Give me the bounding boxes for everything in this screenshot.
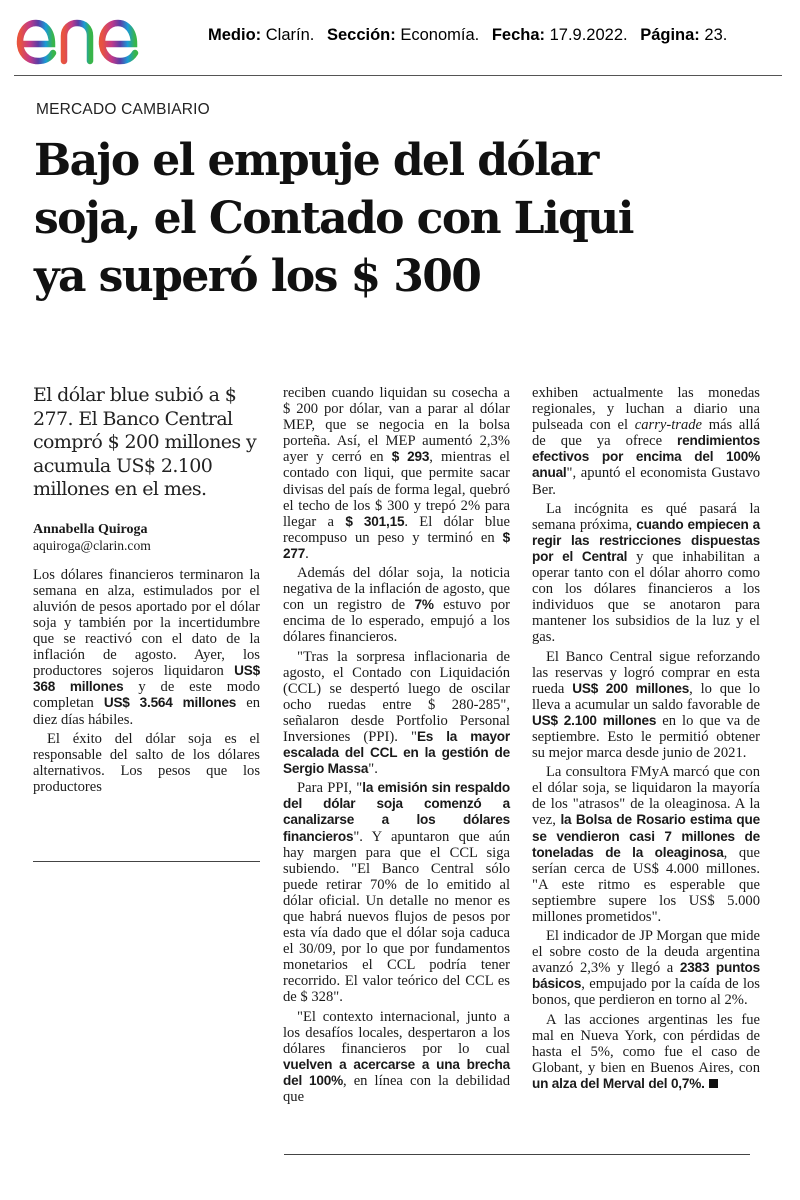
headline-line: ya superó los $ 300 [34,251,481,302]
press-clipping-metadata [208,26,727,45]
seccion-value: Economía. [400,26,480,44]
author-name: Annabella Quiroga [33,521,148,537]
header-divider [14,75,782,76]
body-paragraph: El éxito del dólar soja es el responsable del salto de los dólares alternativos. Los pesos que los productores [33,730,260,795]
body-paragraph: "El contexto internacional, junto a los desafíos locales, despertaron a los dólares financieros por lo cual vuelven a acercarse a una brecha del 100%, en línea con la debilidad que [283,1008,510,1106]
body-paragraph: "Tras la sorpresa inflacionaria de agosto, el Contado con Liquidación (CCL) se despertó luego de oscilar ocho ruedas entre $ 280-285", señalaron desde Portfolio Personal Inversiones (PPI). "Es la mayor escalada del CCL en la gestión de Sergio Massa". [283,648,510,778]
article-column-1 [33,384,260,798]
author-email: aquiroga@clarin.com [33,537,151,553]
body-paragraph: Además del dólar soja, la noticia negativa de la inflación de agosto, que con un registro de 7% estuvo por encima de lo esperado, empujó a los dólares financieros. [283,565,510,646]
body-paragraph: Los dólares financieros terminaron la semana en alza, estimulados por el aluvión de pesos aportado por el dólar soja y también por la incertidumbre que se reactivó con el dato de la inflación de agosto. Ayer, los productores sojeros liquidaron US$ 368 millones y de este modo completan US$ 3.564 millones en diez días hábiles. [33,566,260,728]
medio-label: Medio: [208,26,262,44]
seccion-label: Sección: [326,26,396,44]
fecha-label: Fecha: [491,26,545,44]
article-column-2 [283,385,510,1108]
pagina-label: Página: [640,26,700,44]
body-paragraph: A las acciones argentinas les fue mal en Nueva York, con pérdidas de hasta el 5%, como fue el caso de Globant, y bien en Buenos Aires, con un alza del Merval del 0,7%. [532,1011,760,1091]
article-headline [34,132,754,306]
body-paragraph: Para PPI, "la emisión sin respaldo del dólar soja comenzó a canalizarse a los dólares financieros". Y apuntaron que aún hay margen para que el CCL siga subiendo. "El Banco Central sólo puede retirar 70% de lo emitido al dólar oficial. Un detalle no menor es que habrá nuevos flujos de pesos por esta vía dado que el dólar soja caduca el 30/09, por lo que por fundamentos monetarios el CCL podría tener recorrido. El valor teórico del CCL es de $ 328". [283,780,510,1006]
footer-divider [284,1154,750,1155]
pagina-value: 23. [704,26,728,44]
fecha-value: 17.9.2022. [549,26,628,44]
headline-line: Bajo el empuje del dólar [34,135,598,186]
body-paragraph: El indicador de JP Morgan que mide el sobre costo de la deuda argentina avanzó 2,3% y llegó a 2383 puntos básicos, empujado por la caída de los bonos, que perdieron en torno al 2%. [532,928,761,1009]
body-paragraph: exhiben actualmente las monedas regionales, y luchan a diario una pulseada con el carry-trade más allá de que ya ofrece rendimientos efectivos por encima del 100% anual", apuntó el economista Gustavo Ber. [532,385,760,498]
column-1-divider [33,861,260,862]
body-paragraph: La consultora FMyA marcó que con el dólar soja, se liquidaron la mayoría de los "atrasos" de la oleaginosa. A la vez, la Bolsa de Rosario estima que se vendieron casi 7 millones de toneladas de la oleaginosa, que serían cerca de US$ 4.000 millones. "A este ritmo es esperable que septiembre supere los US$ 5.000 millones prometidos". [532,764,760,925]
body-paragraph: La incógnita es qué pasará la semana próxima, cuando empiecen a regir las restricciones dispuestas por el Central y que inhabilitan a operar tanto con el dólar ahorro como con los dólares financieros a los individuos que se anotaron para mantener los subsidios de la luz y el gas. [532,500,761,646]
medio-value: Clarín. [265,26,315,44]
headline-line: soja, el Contado con Liqui [34,193,633,244]
enel-logo-icon [14,6,174,68]
body-paragraph: reciben cuando liquidan su cosecha a $ 200 por dólar, van a parar al dólar MEP, que se negocia en la bolsa porteña. Así, el MEP aumentó 2,3% ayer y cerró en $ 293, mientras el contado con liqui, que permite sacar divisas del país de forma legal, quebró el techo de los $ 300 y trepó 2% para llegar a $ 301,15. El dólar blue recompuso un peso y terminó en $ 277. [283,385,510,562]
body-paragraph: El Banco Central sigue reforzando las reservas y logró comprar en esta rueda US$ 200 millones, lo que lo lleva a acumular un saldo favorable de US$ 2.100 millones en lo que va de septiembre. Esto le permitió obtener su mejor marca desde junio de 2021. [532,648,760,762]
section-kicker: MERCADO CAMBIARIO [36,101,210,118]
article-column-3 [532,385,760,1095]
end-of-article-mark [709,1079,718,1088]
article-lead: El dólar blue subió a $ 277. El Banco Central compró $ 200 millones y acumula US$ 2.100 millones en el mes. [33,384,257,500]
enel-logo [14,6,174,68]
